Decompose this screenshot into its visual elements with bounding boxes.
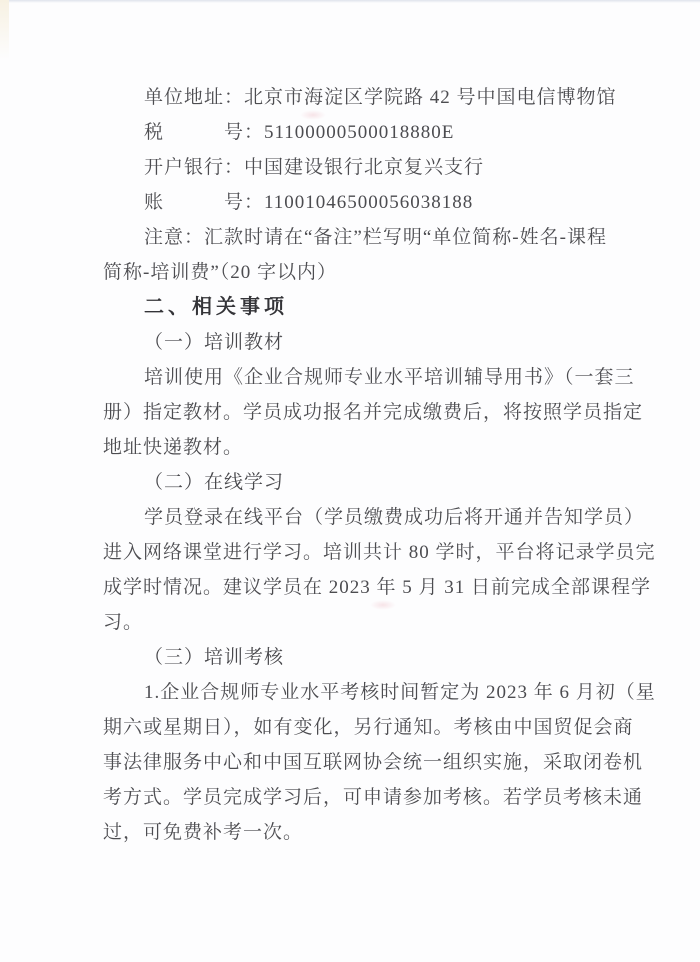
online-study-line-1: 学员登录在线平台（学员缴费成功后将开通并告知学员）: [144, 507, 645, 528]
materials-line-2: 册）指定教材。学员成功报名并完成缴费后，将按照学员指定: [103, 402, 644, 423]
online-study-line-4: 习。: [103, 612, 144, 633]
account-number-line: 账 号：11001046500056038188: [144, 192, 474, 213]
assessment-line-3: 事法律服务中心和中国互联网协会统一组织实施，采取闭卷机: [103, 752, 644, 773]
bank-line: 开户银行：中国建设银行北京复兴支行: [144, 157, 485, 178]
online-study-line-2: 进入网络课堂进行学习。培训共计 80 学时，平台将记录学员完: [103, 542, 656, 563]
assessment-line-1: 1.企业合规师专业水平考核时间暂定为 2023 年 6 月初（星: [144, 682, 656, 703]
assessment-line-4: 考方式。学员完成学习后，可申请参加考核。若学员考核未通: [103, 787, 644, 808]
subsection-2-heading: （二）在线学习: [144, 472, 285, 493]
subsection-1-heading: （一）培训教材: [144, 332, 285, 353]
scan-top-edge-artifact: [0, 0, 700, 3]
note-line-2: 简称-培训费”（20 字以内）: [103, 262, 338, 283]
section-2-heading: 二、相关事项: [144, 296, 288, 318]
scan-left-edge-artifact: [0, 0, 9, 60]
document-body: [103, 80, 683, 850]
assessment-line-2: 期六或星期日），如有变化，另行通知。考核由中国贸促会商: [103, 717, 634, 738]
note-line-1: 注意：汇款时请在“备注”栏写明“单位简称-姓名-课程: [144, 227, 607, 248]
materials-line-3: 地址快递教材。: [103, 437, 244, 458]
subsection-3-heading: （三）培训考核: [144, 647, 285, 668]
materials-line-1: 培训使用《企业合规师专业水平培训辅导用书》（一套三: [144, 367, 635, 388]
online-study-line-3: 成学时情况。建议学员在 2023 年 5 月 31 日前完成全部课程学: [103, 577, 652, 598]
assessment-line-5: 过，可免费补考一次。: [103, 822, 304, 843]
tax-number-line: 税 号：51100000500018880E: [144, 122, 455, 143]
unit-address-line: 单位地址：北京市海淀区学院路 42 号中国电信博物馆: [144, 87, 617, 108]
